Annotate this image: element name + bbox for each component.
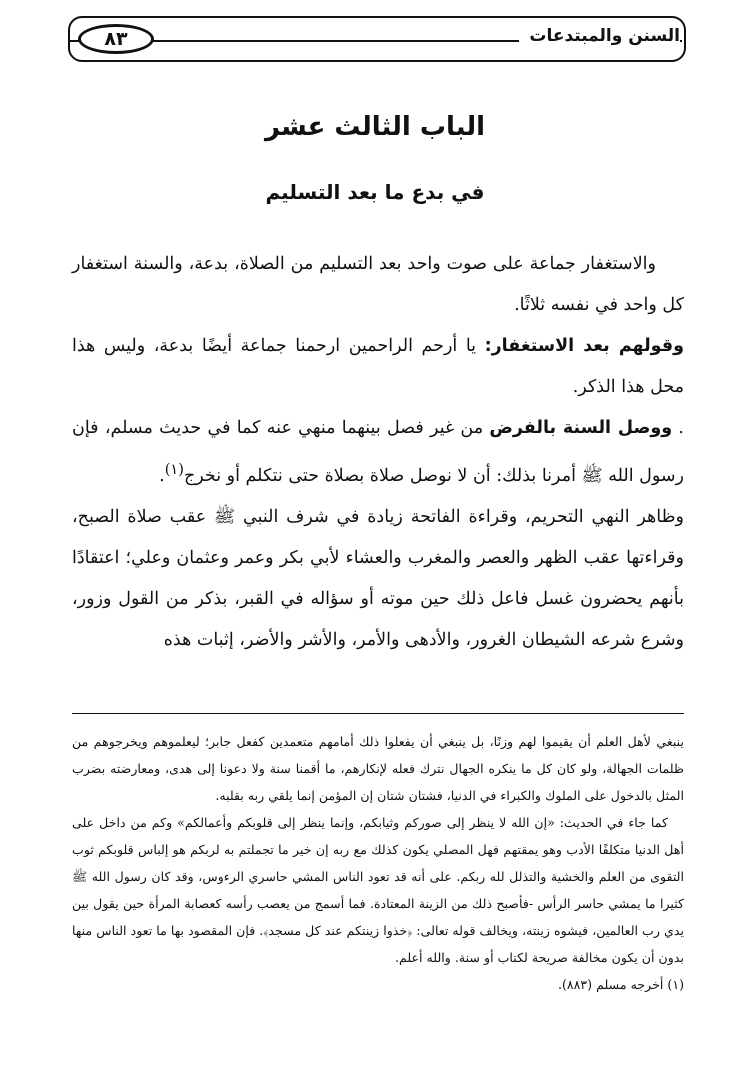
chapter-title: الباب الثالث عشر [264, 112, 485, 142]
paragraph-4: وظاهر النهي التحريم، وقراءة الفاتحة زيادة في شرف النبي ﷺ عقب صلاة الصبح، وقراءتها عقب الظهر والعصر والمغرب والعشاء لأبي بكر وعمر وعثمان وعلي؛ اعتقادًا بأنهم يحضرون غسل فاعل ذلك حين موته أو سؤاله في القبر، بذكر من القول وزور، وشرع شرعه الشيطان الغرور، والأدهى والأمر، والأشر والأضر، إثبات هذه [72, 506, 684, 650]
footnote-1: (١) أخرجه مسلم (٨٨٣). [557, 977, 684, 992]
paragraph-2 [72, 326, 684, 408]
body-text [72, 244, 684, 661]
footnote-rule [72, 713, 684, 714]
footnote-paragraph: كما جاء في الحديث: «إن الله لا ينظر إلى صوركم وثيابكم، وإنما ينظر إلى قلوبكم وأعمالكم» وكم من داخل على أهل الدنيا متكلفًا الأدب وهو يمقتهم فهل المصلي يكون كذلك مع ربه إن خير ما تجملتم به لربكم هو إلباس قلوبكم ثوب التقوى من العلم والخشية والتذلل لله ربكم. على أنه قد تعود الناس المشي حاسري الرءوس، وقد كان رسول الله ﷺ كثيرا ما يمشي حاسر الرأس -فأصبح ذلك من الزينة المعتادة. فما أسمج من يعصب رأسه كعصابة المرأة حين يقول بين يدي رب العالمين، فيشوه زينته، ويخالف قوله تعالى: ﴿خذوا زينتكم عند كل مسجد﴾. فإن المقصود بها ما تعود الناس منها بدون أن يكون مخالفة صريحة لكتاب أو سنة. والله أعلم. [72, 815, 684, 965]
paragraph-3 [72, 408, 684, 497]
chapter-subtitle: في بدع ما بعد التسليم [265, 180, 485, 204]
paragraph-1: والاستغفار جماعة على صوت واحد بعد التسليم من الصلاة، بدعة، والسنة استغفار كل واحد في نفسه ثلاثًا. [72, 254, 684, 315]
footnote-ref: (١) [164, 461, 184, 478]
paragraph-3-prefix: . [672, 418, 684, 438]
paragraph-3-text: من غير فصل بينهما منهي عنه كما في حديث مسلم، فإن رسول الله ﷺ أمرنا بذلك: أن لا نوصل صلاة بصلاة حتى نتكلم أو نخرج [72, 418, 684, 486]
paragraph-2-text: يا أرحم الراحمين ارحمنا جماعة أيضًا بدعة، وليس هذا محل هذا الذكر. [72, 336, 684, 397]
footnotes [72, 728, 684, 998]
running-title: السنن والمبتدعات [519, 26, 680, 46]
page-number: ٨٣ [78, 24, 154, 54]
paragraph-3-heading: ووصل السنة بالفرض [489, 418, 673, 438]
paragraph-3-end: . [159, 465, 165, 486]
footnote-continuation: ينبغي لأهل العلم أن يقيموا لهم وزنًا، بل ينبغي أن يفعلوا ذلك أمامهم متعمدين كفعل جابر؛ ليعلموهم ويخرجوهم من ظلمات الجهالة، ولو كان كل ما ينكره الجهال نترك فعله لإنكارهم، ما أقمنا سنة ولا دعونا إلى هدى، ومعارضته بضرب المثل بالدخول على الملوك والكبراء في الدنيا، فشتان شتان إن المؤمن إنما يلقي ربه بقلبه. [72, 734, 684, 803]
paragraph-2-heading: وقولهم بعد الاستغفار: [484, 336, 684, 356]
